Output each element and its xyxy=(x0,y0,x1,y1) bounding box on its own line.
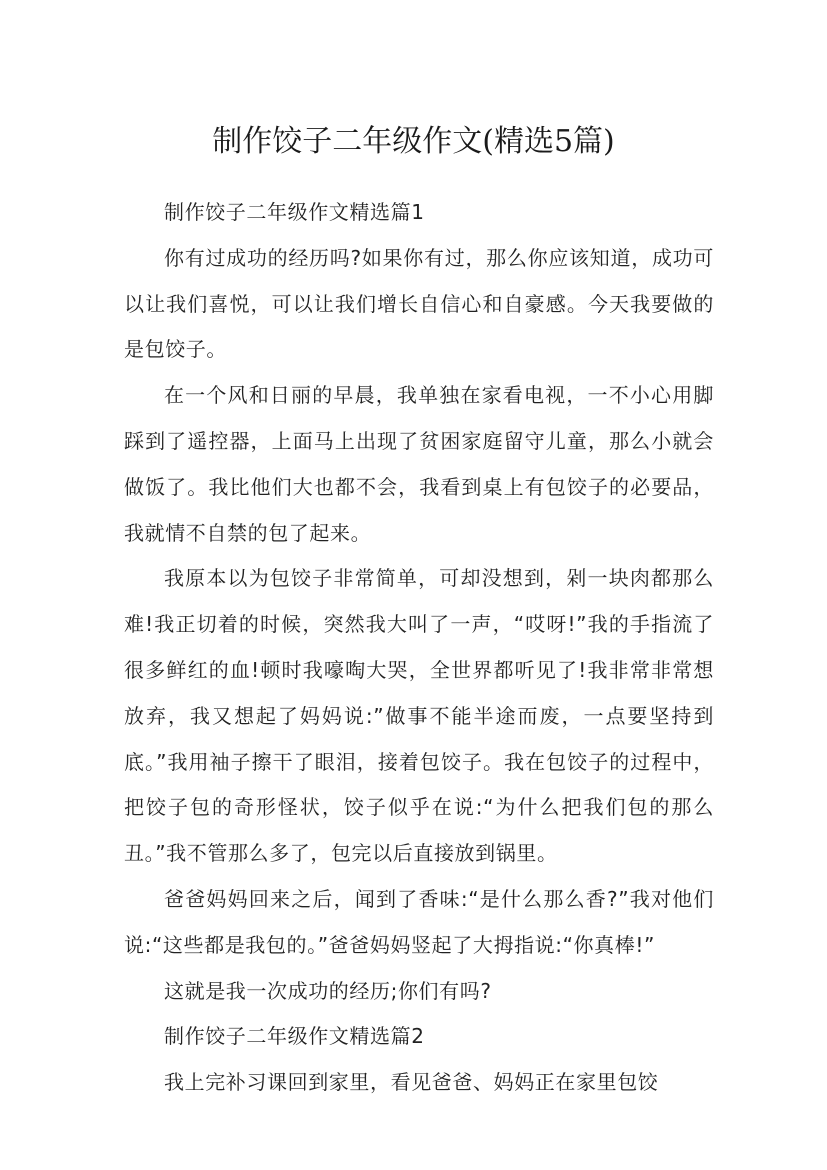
paragraph: 你有过成功的经历吗?如果你有过，那么你应该知道，成功可以让我们喜悦，可以让我们增长自信心和自豪感。今天我要做的是包饺子。 xyxy=(124,245,714,362)
document-body xyxy=(124,190,714,1106)
paragraph: 爸爸妈妈回来之后，闻到了香味:“是什么那么香?”我对他们说:“这些都是我包的。”爸爸妈妈竖起了大拇指说:“你真棒!” xyxy=(124,886,714,957)
section-heading-1: 制作饺子二年级作文精选篇1 xyxy=(164,200,425,224)
paragraph: 在一个风和日丽的早晨，我单独在家看电视，一不小心用脚踩到了遥控器，上面马上出现了贫困家庭留守儿童，那么小就会做饭了。我比他们大也都不会，我看到桌上有包饺子的必要品，我就情不自禁的包了起来。 xyxy=(124,383,714,545)
section-heading-2: 制作饺子二年级作文精选篇2 xyxy=(164,1024,425,1049)
paragraph: 我上完补习课回到家里，看见爸爸、妈妈正在家里包饺 xyxy=(164,1070,659,1095)
document-title: 制作饺子二年级作文(精选5篇) xyxy=(212,124,615,160)
paragraph: 这就是我一次成功的经历;你们有吗? xyxy=(164,978,492,1003)
paragraph: 我原本以为包饺子非常简单，可却没想到，剁一块肉都那么难!我正切着的时候，突然我大叫了一声，“哎呀!”我的手指流了很多鲜红的血!顿时我嚎啕大哭，全世界都听见了!我非常非常想放弃，我又想起了妈妈说:”做事不能半途而废，一点要坚持到底。”我用袖子擦干了眼泪，接着包饺子。我在包饺子的过程中，把饺子包的奇形怪状，饺子似乎在说:“为什么把我们包的那么丑。”我不管那么多了，包完以后直接放到锅里。 xyxy=(124,566,714,866)
